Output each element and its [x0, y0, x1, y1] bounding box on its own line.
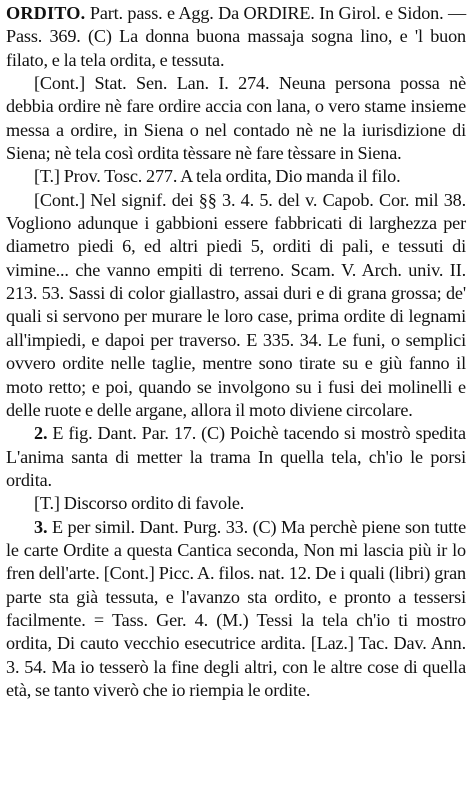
sense-number: 2.: [34, 423, 48, 444]
entry-paragraph-stat-sen: [6, 72, 466, 165]
paragraph-text: Part. pass. e Agg. Da ORDIRE. In Girol. e Sidon. — Pass. 369. (C) La donna buona massaja sogna lino, e 'l buon filato, e la tela ordita, e tessuta.: [6, 3, 466, 70]
paragraph-text: [T.] Prov. Tosc. 277. A tela ordita, Dio manda il filo.: [34, 166, 401, 187]
entry-sense-2: [6, 422, 466, 492]
entry-headword: ORDITO.: [6, 3, 86, 23]
dictionary-entry: [6, 2, 466, 702]
paragraph-text: [T.] Discorso ordito di favole.: [34, 493, 245, 514]
paragraph-text: [Cont.] Stat. Sen. Lan. I. 274. Neuna persona possa nè debbia ordire nè fare ordire accia con lana, o vero stame insieme messa a ordire, in Siena o nel contado nè ne la iurisdizione di Siena; nè tela così ordita tèssare nè fare tèssare in Siena.: [6, 73, 466, 164]
entry-paragraph-military: [6, 189, 466, 422]
entry-paragraph-proverb: [6, 165, 466, 188]
entry-paragraph-discorso: [6, 492, 466, 515]
entry-paragraph-definition: [6, 2, 466, 72]
sense-number: 3.: [34, 516, 48, 537]
paragraph-text: E per simil. Dant. Purg. 33. (C) Ma perchè piene son tutte le carte Ordite a questa Cantica seconda, Non mi lascia più ir lo fren dell'arte. [Cont.] Picc. A. filos. nat. 12. De i quali (libri) gran parte sta già tessuta, e l'avanzo sta ordito, e pronto a tessersi facilmente. = Tass. Ger. 4. (M.) Tessi la tela ch'io ti mostro ordita, Di cauto vecchio esecutrice ardita. [Laz.] Tac. Dav. Ann. 3. 54. Ma io tesserò la fine degli altri, con le altre cose di quella età, se tanto viverò che io riempia le ordite.: [6, 516, 466, 700]
paragraph-text: E fig. Dant. Par. 17. (C) Poichè tacendo si mostrò spedita L'anima santa di metter la trama In quella tela, ch'io le porsi ordita.: [6, 423, 466, 490]
paragraph-text: [Cont.] Nel signif. dei §§ 3. 4. 5. del v. Capob. Cor. mil 38. Vogliono adunque i gabbioni essere fabbricati di larghezza per diametro piedi 6, ed altri piedi 5, orditi di pali, e tessuti di vimine... che vanno empiti di terreno. Scam. V. Arch. univ. II. 213. 53. Sassi di color giallastro, assai duri e di grana grossa; de' quali si servono per murare le loro case, prima ordite di legnami all'impiedi, e dapoi per traverso. E 335. 34. Le funi, o semplici ovvero ordite nelle taglie, mentre sono tirate su e giù fanno il moto retto; e poi, quando se involgono su i fusi dei molinelli e delle ruote e delle argane, allora il moto diviene circolare.: [6, 189, 466, 420]
entry-sense-3: [6, 516, 466, 703]
